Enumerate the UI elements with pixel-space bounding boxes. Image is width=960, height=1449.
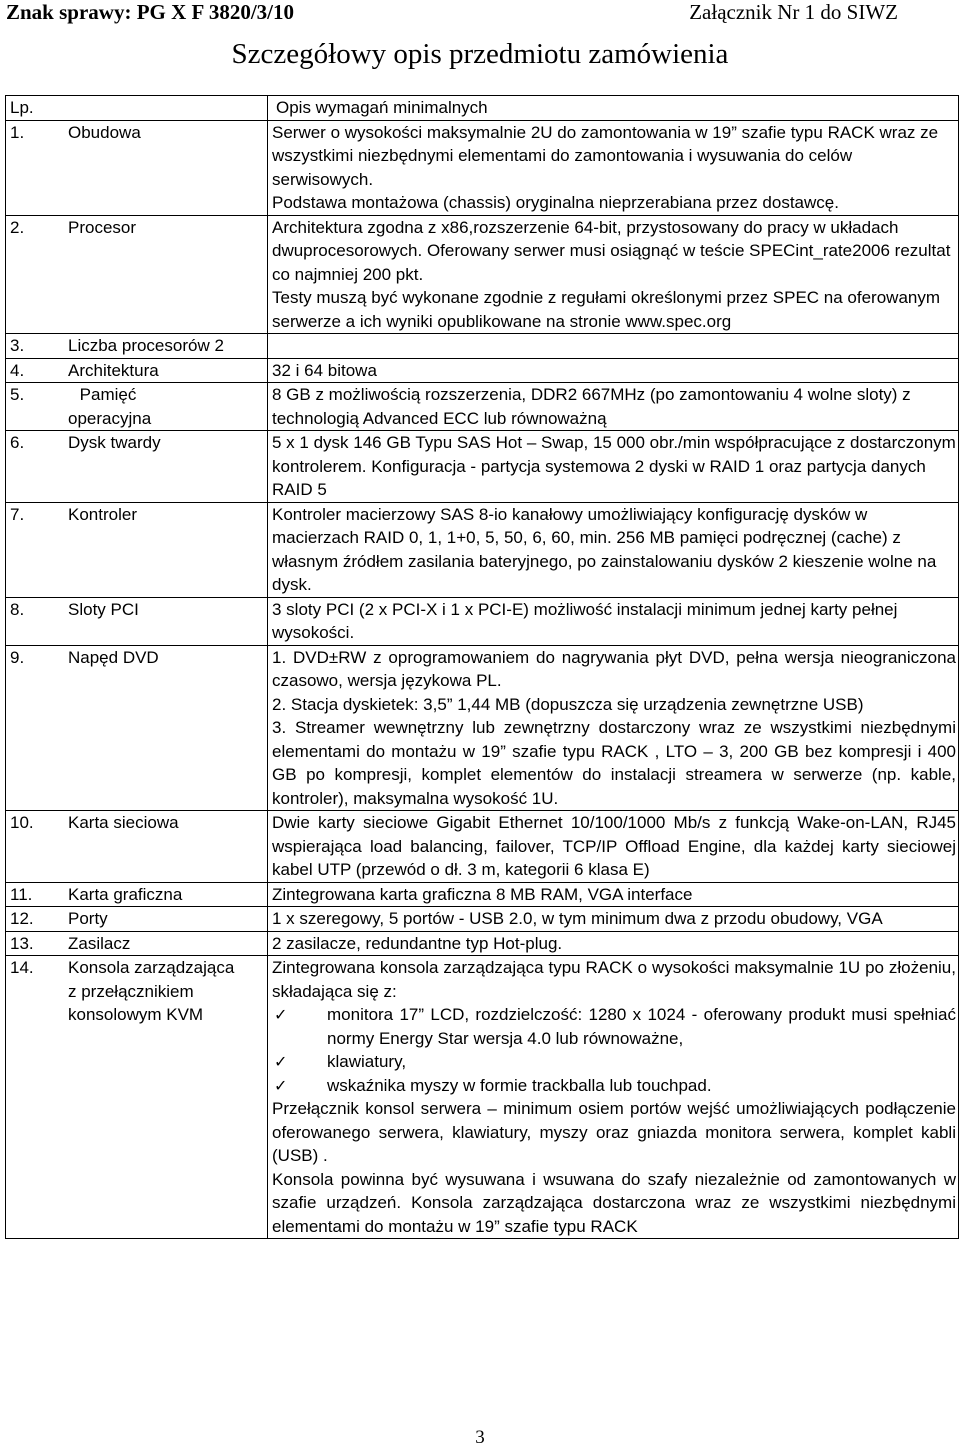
row-description: 5 x 1 dysk 146 GB Typu SAS Hot – Swap, 15 000 obr./min współpracujące z dostarczonym kontrolerem. Konfiguracja - partycja systemowa 2 dyski w RAID 1 oraz partycja danych RAID 5 xyxy=(268,431,959,503)
row-label: 9. Napęd DVD xyxy=(6,645,268,811)
specification-table xyxy=(5,95,959,1239)
table-row xyxy=(6,597,959,645)
row-description: 3 sloty PCI (2 x PCI-X i 1 x PCI-E) możliwość instalacji minimum jednej karty pełnej wysokości. xyxy=(268,597,959,645)
table-row xyxy=(6,358,959,383)
check-mark-icon: ✓ xyxy=(274,1005,288,1024)
row-description: Dwie karty sieciowe Gigabit Ethernet 10/100/1000 Mb/s z funkcją Wake-on-LAN, RJ45 wspierająca load balancing, failover, TCP/IP Offload Engine, dla każdej karty sieciowej kabel UTP (przewód o dł. 3 m, kategorii 6 klasa E) xyxy=(268,811,959,883)
table-row xyxy=(6,882,959,907)
list-item: ✓ wskaźnika myszy w formie trackballa lub touchpad. xyxy=(272,1074,956,1098)
checklist xyxy=(272,1003,956,1097)
table-row xyxy=(6,502,959,597)
list-item: ✓ klawiatury, xyxy=(272,1050,956,1074)
table-row xyxy=(6,956,959,1239)
row-label: 3. Liczba procesorów 2 xyxy=(6,334,268,359)
row-description: Architektura zgodna z x86,rozszerzenie 64-bit, przystosowany do pracy w układach dwuprocesorowych. Oferowany serwer musi osiągnąć w teście SPECint_rate2006 rezultat co najmniej 200 pkt. Testy muszą być wykonane zgodnie z regułami określonymi przez SPEC na oferowanym serwerze a ich wyniki opublikowane na stronie www.spec.org xyxy=(268,215,959,334)
annex-label: Załącznik Nr 1 do SIWZ xyxy=(689,0,898,24)
row-description: Serwer o wysokości maksymalnie 2U do zamontowania w 19” szafie typu RACK wraz ze wszystkimi niezbędnymi elementami do zamontowania i wysuwania do celów serwisowych. Podstawa montażowa (chassis) oryginalna nieprzerabiana przez dostawcę. xyxy=(268,120,959,215)
row-description: Zintegrowana konsola zarządzająca typu RACK o wysokości maksymalnie 1U po złożeniu, składająca się z: ✓ monitora 17” LCD, rozdzielczość: 1280 x 1024 - oferowany produkt musi spełniać normy Energy Star wersja 4.0 lub równoważne, ✓ klawiatury, ✓ wskaźnika myszy w formie trackballa lub touchpad. Przełącznik konsol serwera – minimum osiem portów wejść umożliwiających podłączenie oferowanego serwera, klawiatury, myszy oraz gniazda monitora serwera, komplet kabli (USB) . Konsola powinna być wysuwana i wsuwana do szafy niezależnie od zamontowanych w szafie urządzeń. Konsola zarządzająca dostarczona wraz ze wszystkimi niezbędnymi elementami do montażu w 19” szafie typu RACK xyxy=(268,956,959,1239)
table-row xyxy=(6,907,959,932)
row-label: 8. Sloty PCI xyxy=(6,597,268,645)
row-label: 14. Konsola zarządzająca z przełącznikiem konsolowym KVM xyxy=(6,956,268,1239)
row-description: Zintegrowana karta graficzna 8 MB RAM, VGA interface xyxy=(268,882,959,907)
table-row xyxy=(6,120,959,215)
row-label: 11. Karta graficzna xyxy=(6,882,268,907)
row-label: 13. Zasilacz xyxy=(6,931,268,956)
row-label: 1. Obudowa xyxy=(6,120,268,215)
check-mark-icon: ✓ xyxy=(274,1075,288,1095)
table-row xyxy=(6,931,959,956)
row-label: 4. Architektura xyxy=(6,358,268,383)
table-row xyxy=(6,215,959,334)
check-mark-icon: ✓ xyxy=(274,1052,288,1071)
row-description: Kontroler macierzowy SAS 8-io kanałowy umożliwiający konfigurację dysków w macierzach RAID 0, 1, 1+0, 5, 50, 6, 60, min. 256 MB pamięci podręcznej (cache) z własnym źródłem zasilania bateryjnego, po zainstalowaniu dysków 2 kieszenie wolne na dysk. xyxy=(268,502,959,597)
row-description xyxy=(268,334,959,359)
table-row xyxy=(6,383,959,431)
list-item: ✓ monitora 17” LCD, rozdzielczość: 1280 x 1024 - oferowany produkt musi spełniać normy Energy Star wersja 4.0 lub równoważne, xyxy=(274,1005,956,1048)
row-description: 32 i 64 bitowa xyxy=(268,358,959,383)
page-title: Szczegółowy opis przedmiotu zamówienia xyxy=(231,38,729,70)
column-header-lp: Lp. xyxy=(6,96,268,121)
row-label: 2. Procesor xyxy=(6,215,268,334)
table-row xyxy=(6,431,959,503)
row-description: 1. DVD±RW z oprogramowaniem do nagrywania płyt DVD, pełna wersja nieograniczona czasowo, wersja językowa PL. 2. Stacja dyskietek: 3,5” 1,44 MB (dopuszcza się urządzenia zewnętrzne USB) 3. Streamer wewnętrzny lub zewnętrzny dostarczony wraz ze wszystkimi niezbędnymi elementami do montażu w 19” szafie typu RACK , LTO – 3, 200 GB bez kompresji i 400 GB po kompresji, komplet elementów do instalacji streamera w serwerze (np. kable, kontroler), maksymalna wysokość 1U. xyxy=(268,645,959,811)
table-row xyxy=(6,811,959,883)
row-description: 8 GB z możliwością rozszerzenia, DDR2 667MHz (po zamontowaniu 4 wolne sloty) z technologią Advanced ECC lub równoważną xyxy=(268,383,959,431)
case-reference: Znak sprawy: PG X F 3820/3/10 xyxy=(6,0,294,24)
row-label: 6. Dysk twardy xyxy=(6,431,268,503)
column-header-description: Opis wymagań minimalnych xyxy=(268,96,959,121)
table-header-row xyxy=(6,96,959,121)
table-row xyxy=(6,645,959,811)
row-label: 5. Pamięć operacyjna xyxy=(6,383,268,431)
table-row xyxy=(6,334,959,359)
row-description: 1 x szeregowy, 5 portów - USB 2.0, w tym minimum dwa z przodu obudowy, VGA xyxy=(268,907,959,932)
page-number: 3 xyxy=(475,1427,485,1448)
row-label: 10. Karta sieciowa xyxy=(6,811,268,883)
row-label: 12. Porty xyxy=(6,907,268,932)
row-value: 2 xyxy=(214,336,224,355)
row-description: 2 zasilacze, redundantne typ Hot-plug. xyxy=(268,931,959,956)
row-label: 7. Kontroler xyxy=(6,502,268,597)
